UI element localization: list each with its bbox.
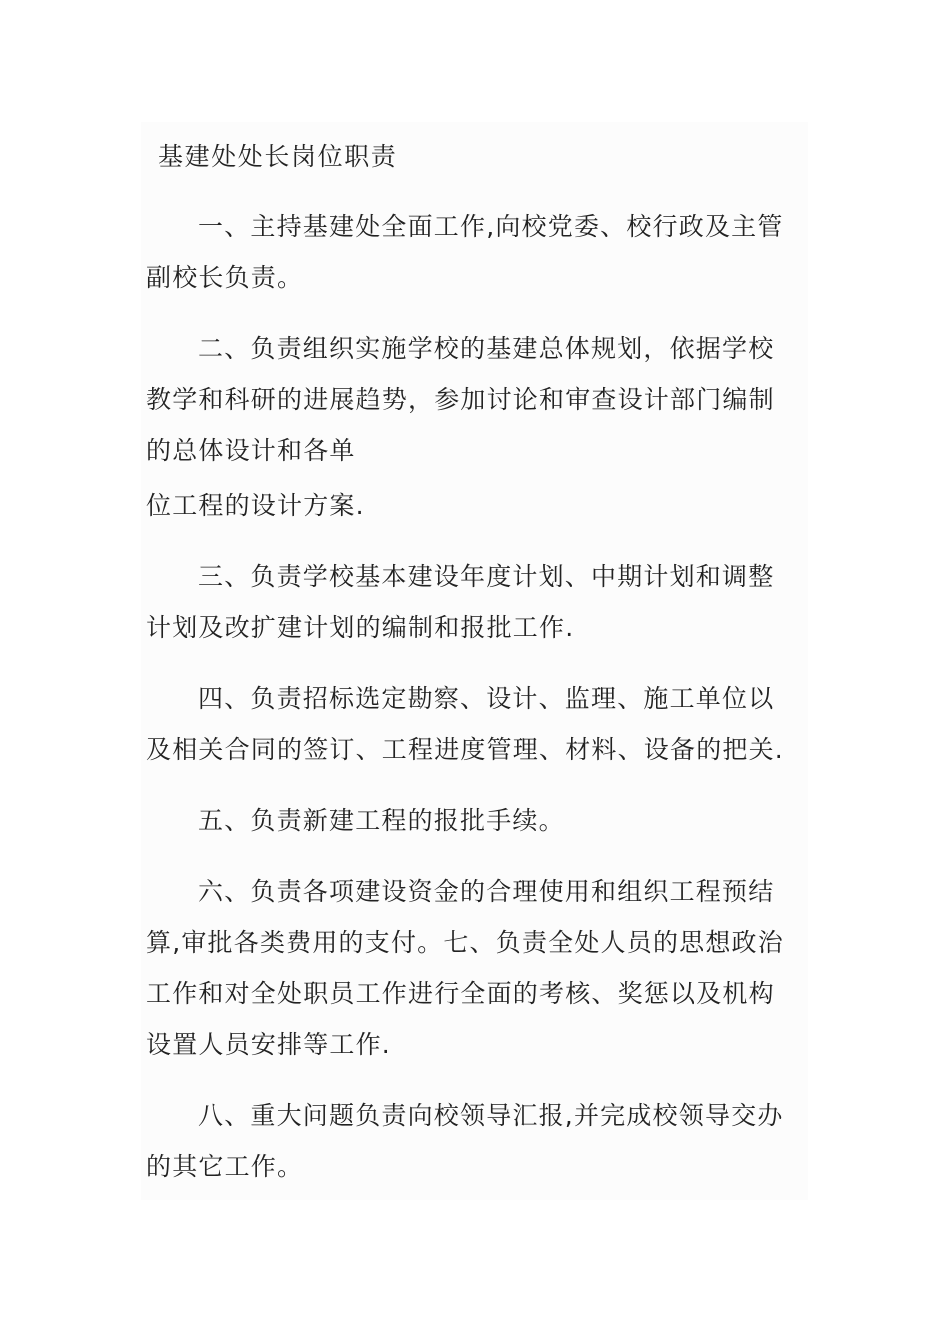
paragraph-2: 二、负责组织实施学校的基建总体规划，依据学校教学和科研的进展趋势，参加讨论和审查设计部门编制的总体设计和各单	[146, 334, 775, 465]
paragraph-6: 六、负责各项建设资金的合理使用和组织工程预结算,审批各类费用的支付。七、负责全处人员的思想政治工作和对全处职员工作进行全面的考核、奖惩以及机构设置人员安排等工作.	[146, 877, 784, 1059]
paragraph-4: 四、负责招标选定勘察、设计、监理、施工单位以及相关合同的签订、工程进度管理、材料、设备的把关.	[146, 684, 784, 764]
paragraph-2-continued: 位工程的设计方案.	[146, 491, 365, 520]
paragraph-3: 三、负责学校基本建设年度计划、中期计划和调整计划及改扩建计划的编制和报批工作.	[146, 562, 775, 642]
paragraph-5: 五、负责新建工程的报批手续。	[198, 806, 565, 835]
document-title: 基建处处长岗位职责	[158, 142, 398, 171]
paragraph-1: 一、主持基建处全面工作,向校党委、校行政及主管副校长负责。	[146, 212, 784, 292]
paragraph-8: 八、重大问题负责向校领导汇报,并完成校领导交办的其它工作。	[146, 1101, 784, 1181]
document-body	[146, 131, 796, 1212]
